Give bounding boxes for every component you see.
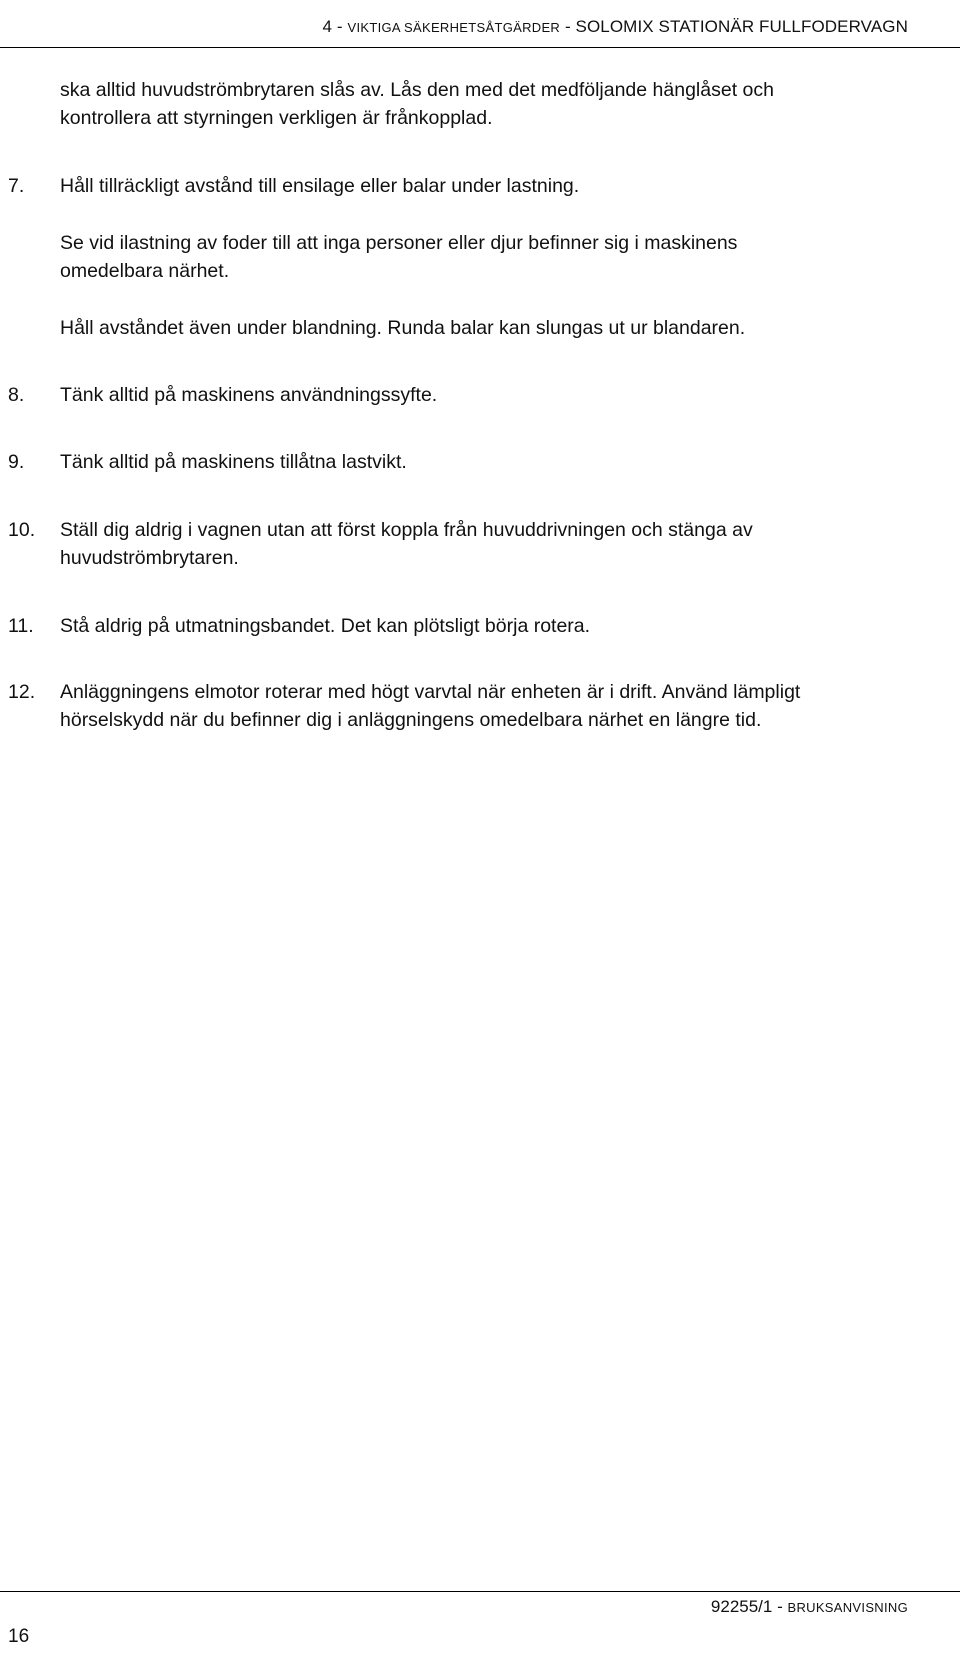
header-section-title: VIKTIGA SÄKERHETSÅTGÄRDER [347, 20, 561, 35]
list-item-text: Tänk alltid på maskinens användningssyfte. [60, 384, 438, 406]
header-rule [0, 47, 960, 48]
footer-rule [0, 1591, 960, 1592]
page-number: 16 [8, 1626, 30, 1647]
list-item-text: huvudströmbrytaren. [60, 547, 239, 569]
header-section-number: 4 [322, 17, 333, 36]
list-item-text: Ställ dig aldrig i vagnen utan att först koppla från huvuddrivningen och stänga av [60, 519, 753, 541]
list-item-number: 8. [8, 384, 25, 406]
list-item-text: Stå aldrig på utmatningsbandet. Det kan plötsligt börja rotera. [60, 615, 591, 637]
footer-doc-type: BRUKSANVISNING [787, 1600, 908, 1615]
list-item-text: hörselskydd när du befinner dig i anläggningens omedelbara närhet en längre tid. [60, 709, 762, 731]
list-item-text: Håll tillräckligt avstånd till ensilage eller balar under lastning. [60, 175, 580, 197]
list-item-text: Se vid ilastning av foder till att inga personer eller djur befinner sig i maskinens [60, 232, 738, 254]
list-item-text: Tänk alltid på maskinens tillåtna lastvikt. [60, 451, 407, 473]
continuation-line: kontrollera att styrningen verkligen är frånkopplad. [60, 107, 493, 129]
page-header [0, 0, 960, 48]
list-item-number: 9. [8, 451, 25, 473]
continuation-line: ska alltid huvudströmbrytaren slås av. Lås den med det medföljande hänglåset och [60, 79, 774, 101]
list-item-text: Håll avståndet även under blandning. Runda balar kan slungas ut ur blandaren. [60, 317, 746, 339]
footer-document-id: 92255/1 - BRUKSANVISNING [710, 1597, 908, 1616]
header-machine-name: SOLOMIX STATIONÄR FULLFODERVAGN [575, 17, 908, 36]
header-title: 4 - VIKTIGA SÄKERHETSÅTGÄRDER - SOLOMIX STATIONÄR FULLFODERVAGN [322, 17, 908, 36]
list-item-number: 12. [8, 681, 36, 703]
list-item-number: 10. [8, 519, 36, 541]
footer-doc-number: 92255/1 [710, 1597, 773, 1616]
list-item-number: 11. [8, 615, 34, 637]
list-item-text: Anläggningens elmotor roterar med högt varvtal när enheten är i drift. Använd lämpligt [60, 681, 801, 703]
list-item-text: omedelbara närhet. [60, 260, 230, 282]
list-item-number: 7. [8, 175, 25, 197]
